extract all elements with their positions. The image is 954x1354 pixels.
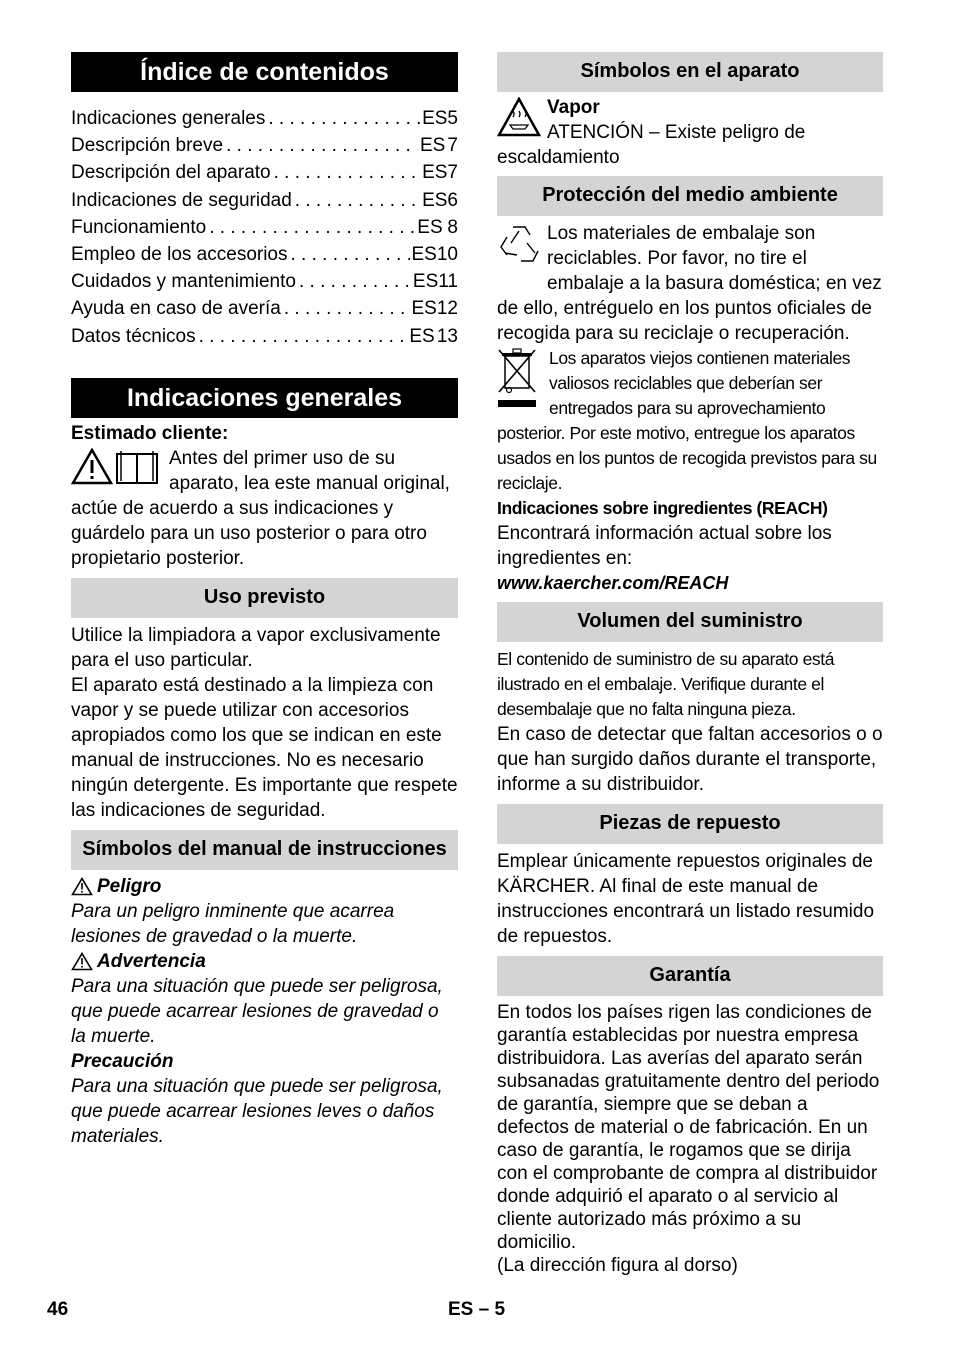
reach-link[interactable]: www.kaercher.com/REACH [497, 573, 729, 593]
toc-lang: ES [411, 298, 437, 320]
toc-page: 7 [447, 162, 458, 184]
toc-title: Índice de contenidos [71, 52, 458, 92]
toc-row[interactable] [71, 105, 458, 132]
toc-lang: ES [422, 189, 448, 211]
manual-book-icon [117, 451, 157, 483]
use-text-2: El aparato está destinado a la limpieza con vapor y se puede utilizar con accesorios apropiados como los que se indican en este manual de instrucciones. No es necesario ningún detergente. Es importante que respete las indicaciones de seguridad. [71, 674, 458, 821]
toc-lang: ES [417, 216, 443, 238]
toc-label: Descripción del aparato [71, 162, 271, 184]
section-page: ES – 5 [448, 1299, 506, 1320]
toc-lang: ES [411, 243, 437, 265]
toc-label: Indicaciones generales [71, 108, 266, 129]
left-column [71, 52, 458, 1149]
page-number: 46 [47, 1299, 69, 1320]
spare-title: Piezas de repuesto [497, 804, 883, 844]
caution-text: Para una situación que puede ser peligrosa, que puede acarrear lesiones leves o daños materiales. [71, 1075, 443, 1147]
danger-label: Peligro [97, 875, 162, 897]
toc-page: 13 [436, 325, 458, 347]
weee-text: Los aparatos viejos contienen materiales valiosos reciclables que deberían ser entregados para su aprovechamiento posterior. Por este motivo, entregue los aparatos usados en los puntos de recogida previstos para su reciclaje. [497, 348, 877, 493]
delivery-text-2: En caso de detectar que faltan accesorios o o que han surgido daños durante el transporte, informe a su distribuidor. [497, 724, 883, 795]
toc-label: Empleo de los accesorios [71, 243, 288, 265]
general-title: Indicaciones generales [71, 378, 458, 418]
toc-page: 12 [436, 298, 458, 320]
recycle-icon [497, 223, 541, 272]
toc-row[interactable] [71, 187, 458, 214]
toc-page: 8 [447, 216, 458, 238]
toc-label: Cuidados y mantenimiento [71, 271, 296, 293]
toc-label: Ayuda en caso de avería [71, 298, 281, 320]
toc-page: 10 [436, 243, 458, 265]
toc-lang: ES [422, 108, 448, 129]
device-symbols-title: Símbolos en el aparato [497, 52, 883, 92]
warranty-text: En todos los países rigen las condiciones de garantía establecidas por nuestra empresa distribuidora. Las averías del aparato serán subsanadas gratuitamente dentro del periodo de garantía, siempre que se deban a defectos de material o de fabricación. En un caso de garantía, le rogamos que se dirija con el comprobante de compra al distribuidor donde adquirió el aparato o al servicio al cliente autorizado más próximo a su domicilio. [497, 1002, 880, 1253]
steam-label: Vapor [547, 97, 600, 118]
toc-row[interactable] [71, 295, 458, 322]
toc-page: 6 [447, 189, 458, 211]
danger-text: Para un peligro inminente que acarrea lesiones de gravedad o la muerte. [71, 900, 395, 947]
danger-heading [71, 874, 458, 899]
right-column [497, 52, 883, 1277]
dear-customer: Estimado cliente: [71, 422, 229, 444]
reach-label: Indicaciones sobre ingredientes (REACH) [497, 498, 828, 518]
recycle-block [497, 221, 883, 346]
toc-page: 7 [447, 135, 458, 157]
general-block [71, 446, 458, 571]
toc-lang: ES [409, 325, 435, 347]
reach-text: Encontrará información actual sobre los ingredientes en: [497, 523, 832, 569]
warning-label: Advertencia [97, 950, 206, 972]
toc-lang: ES [420, 135, 446, 157]
toc-row[interactable] [71, 268, 458, 295]
toc-label: Descripción breve [71, 135, 224, 157]
toc-label: Datos técnicos [71, 325, 196, 347]
warning-manual-icons [71, 448, 161, 495]
spare-text: Emplear únicamente repuestos originales de KÄRCHER. Al final de este manual de instrucciones encontrará un listado resumido de repuestos. [497, 851, 875, 947]
toc-row[interactable] [71, 241, 458, 268]
toc-label: Indicaciones de seguridad [71, 189, 292, 211]
toc-lang: ES [422, 162, 448, 184]
warranty-title: Garantía [497, 956, 883, 996]
delivery-text-1: El contenido de suministro de su aparato está ilustrado en el embalaje. Verifique durante el desembalaje que no falta ninguna pieza. [497, 649, 835, 719]
steam-warning-icon [497, 97, 541, 144]
warning-text: Para una situación que puede ser peligrosa, que puede acarrear lesiones de gravedad o la muerte. [71, 975, 443, 1047]
weee-block [497, 346, 883, 496]
toc-row[interactable] [71, 132, 458, 159]
toc-row[interactable] [71, 214, 458, 241]
symbols-title: Símbolos del manual de instrucciones [71, 830, 458, 870]
caution-label: Precaución [71, 1050, 174, 1072]
warning-triangle-icon [71, 877, 93, 896]
warning-heading [71, 949, 458, 974]
crossed-bin-icon [497, 348, 539, 417]
toc-page: 5 [447, 108, 458, 129]
toc-row[interactable] [71, 323, 458, 350]
use-title: Uso previsto [71, 578, 458, 618]
warning-triangle-icon [71, 952, 93, 971]
steam-block [497, 95, 883, 170]
table-of-contents [71, 105, 458, 350]
toc-lang: ES [412, 271, 439, 293]
environment-title: Protección del medio ambiente [497, 176, 883, 216]
warranty-note: (La dirección figura al dorso) [497, 1255, 738, 1276]
warning-triangle-icon [71, 448, 161, 488]
general-text: Antes del primer uso de su aparato, lea este manual original, actúe de acuerdo a sus indicaciones y guárdelo para un uso posterior o para otro propietario posterior. [71, 447, 450, 569]
toc-page: 11 [438, 271, 458, 293]
toc-label: Funcionamiento [71, 216, 207, 238]
delivery-title: Volumen del suministro [497, 602, 883, 642]
use-text-1: Utilice la limpiadora a vapor exclusivamente para el uso particular. [71, 624, 441, 671]
steam-text: ATENCIÓN – Existe peligro de escaldamiento [497, 122, 806, 168]
recycle-text: Los materiales de embalaje son reciclables. Por favor, no tire el embalaje a la basura doméstica; en vez de ello, entréguelo en los puntos oficiales de recogida para su reciclaje o recuperación. [497, 223, 882, 344]
toc-row[interactable] [71, 159, 458, 186]
